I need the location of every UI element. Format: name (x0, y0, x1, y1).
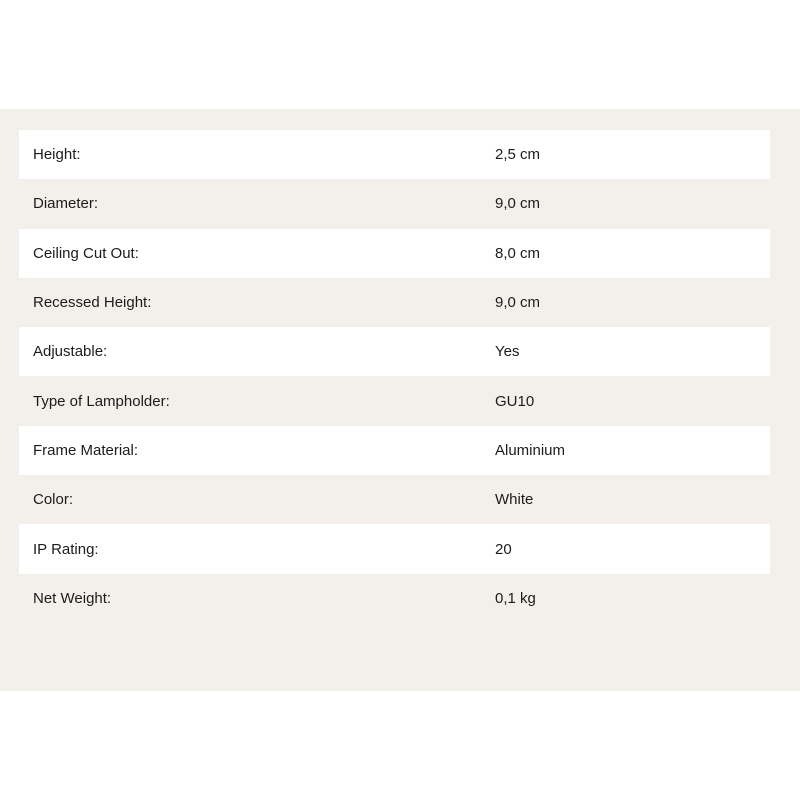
specifications-panel (0, 109, 800, 691)
spec-value: 8,0 cm (495, 244, 541, 262)
spec-row-recessed-height (19, 278, 770, 327)
spec-label: Frame Material: (33, 441, 139, 459)
spec-row-adjustable (19, 327, 770, 376)
spec-label: IP Rating: (33, 540, 99, 558)
spec-label: Color: (33, 491, 74, 509)
spec-row-ip-rating (19, 524, 770, 573)
spec-value: White (495, 491, 534, 509)
spec-value: 20 (495, 540, 512, 558)
spec-value: 0,1 kg (495, 589, 536, 607)
spec-value: Yes (495, 343, 520, 361)
spec-label: Ceiling Cut Out: (33, 244, 139, 262)
spec-value: 9,0 cm (495, 294, 541, 312)
spec-label: Diameter: (33, 195, 99, 213)
spec-label: Net Weight: (33, 589, 112, 607)
specifications-table (19, 130, 770, 623)
spec-row-lampholder-type (19, 376, 770, 425)
spec-value: 9,0 cm (495, 195, 541, 213)
spec-row-height (19, 130, 770, 179)
spec-row-net-weight (19, 574, 770, 623)
spec-row-ceiling-cut-out (19, 229, 770, 278)
spec-label: Recessed Height: (33, 294, 152, 312)
spec-value: GU10 (495, 392, 535, 410)
spec-row-frame-material (19, 426, 770, 475)
spec-label: Height: (33, 146, 81, 164)
spec-value: 2,5 cm (495, 146, 541, 164)
spec-row-diameter (19, 179, 770, 228)
spec-value: Aluminium (495, 441, 566, 459)
spec-label: Type of Lampholder: (33, 392, 170, 410)
spec-row-color (19, 475, 770, 524)
spec-label: Adjustable: (33, 343, 108, 361)
